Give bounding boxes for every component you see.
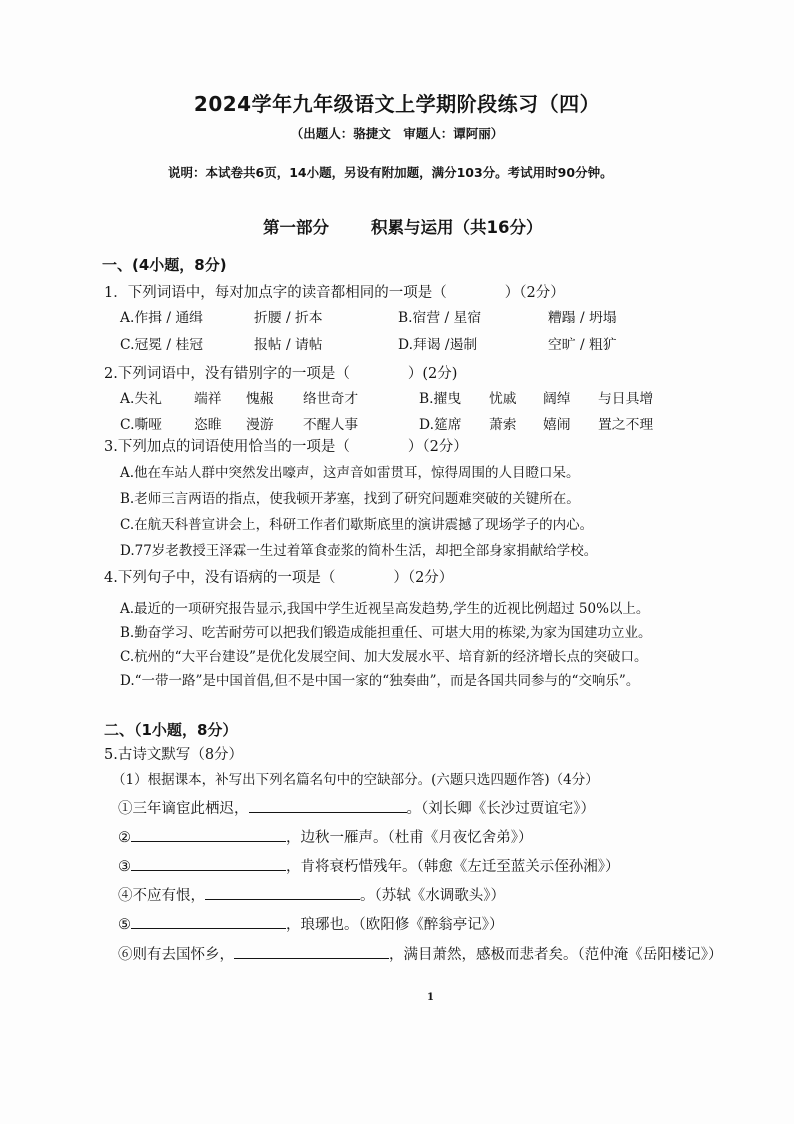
exam-instructions: 说明：本试卷共6页，14小题，另设有附加题，满分103分。考试用时90分钟。 <box>168 165 613 180</box>
q2-option-d-w4: 置之不理 <box>598 417 654 433</box>
line-5-before: ⑤ <box>118 917 131 933</box>
q1-option-c-2: 报帖 / 请帖 <box>254 337 323 353</box>
q2-option-d-w3: 嬉闹 <box>543 417 571 433</box>
line-4-before: ④不应有恨， <box>118 888 205 904</box>
line-3-before: ③ <box>118 859 131 875</box>
answer-blank-2[interactable] <box>131 827 286 842</box>
q3-option-a: A.他在车站人群中突然发出嚎声，这声音如雷贯耳，惊得周围的人目瞪口呆。 <box>120 465 580 481</box>
section-1-heading: 一、(4小题，8分) <box>102 256 227 274</box>
recitation-line-5 <box>118 913 504 934</box>
q2-option-d-w1: D.筵席 <box>419 417 462 433</box>
recitation-line-1 <box>118 797 595 818</box>
q2-option-a-w2: 端祥 <box>194 391 222 407</box>
recitation-line-2 <box>118 826 533 847</box>
q1-option-b-1: B.宿营 / 星宿 <box>398 310 482 326</box>
recitation-line-3 <box>118 855 620 876</box>
question-3-stem: 3.下列加点的词语使用恰当的一项是（ ）（2分） <box>104 439 468 455</box>
q2-option-d-w2: 萧索 <box>489 417 517 433</box>
answer-blank-5[interactable] <box>131 914 286 929</box>
answer-blank-4[interactable] <box>205 885 360 900</box>
q2-option-a-w3: 愧赧 <box>246 391 274 407</box>
q1-option-d-1: D.拜谒 /遏制 <box>398 337 478 353</box>
line-3-after: ，肯将衰朽惜残年。（韩愈《左迁至蓝关示侄孙湘》） <box>286 859 620 875</box>
q1-option-a-1: A.作揖 / 通缉 <box>120 310 203 326</box>
q2-option-a-w4: 络世奇才 <box>303 391 359 407</box>
exam-authors: （出题人：骆捷文 审题人：谭阿丽） <box>290 126 504 141</box>
part-label: 第一部分 <box>263 218 329 237</box>
q2-option-c-w3: 漫游 <box>246 417 274 433</box>
answer-blank-6[interactable] <box>234 944 389 959</box>
q2-option-c-w4: 不醒人事 <box>303 417 359 433</box>
q2-option-a-w1: A.失礼 <box>120 391 162 407</box>
q3-option-c: C.在航天科普宣讲会上，科研工作者们歇斯底里的演讲震撼了现场学子的内心。 <box>120 517 594 533</box>
question-1-stem: 1．下列词语中，每对加点字的读音都相同的一项是（ ）（2分） <box>104 285 565 301</box>
line-2-before: ② <box>118 830 131 846</box>
q2-option-b-w2: 忧戚 <box>489 391 517 407</box>
q1-option-b-2: 糟蹋 / 坍塌 <box>548 310 617 326</box>
part-title: 积累与运用（共16分） <box>371 218 543 237</box>
line-2-after: ，边秋一雁声。（杜甫《月夜忆舍弟》） <box>286 830 533 846</box>
q2-option-b-w3: 阔绰 <box>543 391 571 407</box>
question-5-sub-1: （1）根据课本，补写出下列名篇名句中的空缺部分。(六题只选四题作答)（4分） <box>112 772 599 788</box>
q4-option-a: A.最近的一项研究报告显示,我国中学生近视呈高发趋势,学生的近视比例超过 50%以上。 <box>120 601 650 617</box>
q2-option-c-w1: C.嘶哑 <box>120 417 163 433</box>
line-4-after: 。（苏轼《水调歌头》） <box>360 888 505 904</box>
answer-blank-1[interactable] <box>249 798 407 813</box>
exam-title: 2024学年九年级语文上学期阶段练习（四） <box>193 92 601 116</box>
question-2-stem: 2.下列词语中，没有错别字的一项是（ ）(2分) <box>104 366 458 382</box>
line-6-before: ⑥则有去国怀乡， <box>118 947 234 963</box>
line-1-after: 。（刘长卿《长沙过贾谊宅》） <box>406 801 595 817</box>
answer-blank-3[interactable] <box>131 856 286 871</box>
q1-option-a-2: 折腰 / 折本 <box>254 310 323 326</box>
q2-option-b-w4: 与日具增 <box>598 391 654 407</box>
q4-option-d: D.“一带一路”是中国首倡,但不是中国一家的“独奏曲”，而是各国共同参与的“交响乐”。 <box>120 673 640 689</box>
q1-option-d-2: 空旷 / 粗犷 <box>548 337 617 353</box>
q4-option-b: B.勤奋学习、吃苦耐劳可以把我们锻造成能担重任、可堪大用的栋梁,为家为国建功立业。 <box>120 625 652 641</box>
line-5-after: ，琅琊也。（欧阳修《醉翁亭记》） <box>286 917 504 933</box>
q4-option-c: C.杭州的“大平台建设”是优化发展空间、加大发展水平、培育新的经济增长点的突破口。 <box>120 649 648 665</box>
q1-option-c-1: C.冠冕 / 桂冠 <box>120 337 204 353</box>
line-1-before: ①三年谪宦此栖迟， <box>118 801 249 817</box>
question-5-stem: 5.古诗文默写（8分） <box>104 747 244 763</box>
q3-option-b: B.老师三言两语的指点，使我顿开茅塞，找到了研究问题难突破的关键所在。 <box>120 491 580 507</box>
question-4-stem: 4.下列句子中，没有语病的一项是（ ）（2分） <box>104 570 454 586</box>
page-number: 1 <box>427 992 434 1003</box>
recitation-line-6 <box>118 943 723 964</box>
q2-option-b-w1: B.擢曳 <box>419 391 462 407</box>
line-6-after: ，满目萧然，感极而悲者矣。（范仲淹《岳阳楼记》） <box>389 947 723 963</box>
section-2-heading: 二、（1小题，8分） <box>104 721 238 739</box>
recitation-line-4 <box>118 884 505 905</box>
q3-option-d: D.77岁老教授王泽霖一生过着箪食壶浆的简朴生活，却把全部身家捐献给学校。 <box>120 543 598 559</box>
q2-option-c-w2: 恣睢 <box>194 417 222 433</box>
